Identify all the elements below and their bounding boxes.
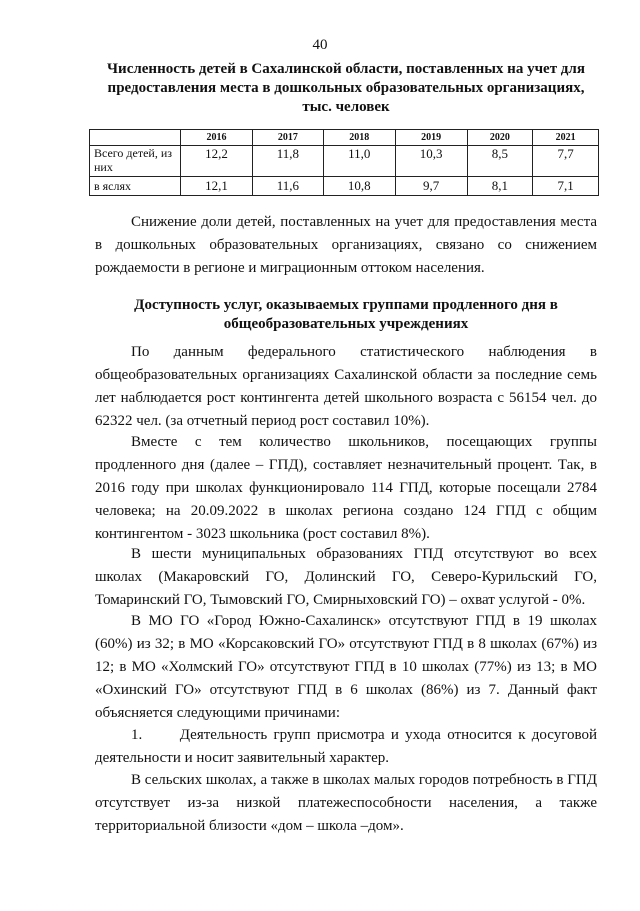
table-cell: 11,0: [323, 146, 395, 177]
page-number: 40: [312, 37, 328, 53]
paragraph: [95, 769, 597, 838]
paragraph: [95, 543, 597, 612]
table-header-cell: 2021: [533, 130, 599, 146]
table-cell: 7,1: [533, 177, 599, 196]
table-header-cell: [90, 130, 181, 146]
numbered-item: [95, 724, 597, 770]
numbered-item-text: [95, 724, 597, 770]
table-header-cell: 2016: [181, 130, 253, 146]
row-label: в яслях: [90, 177, 181, 196]
item-number: 1.: [131, 727, 143, 743]
table-header-cell: 2019: [395, 130, 467, 146]
paragraph: [95, 211, 597, 280]
table-cell: 7,7: [533, 146, 599, 177]
table-cell: 10,3: [395, 146, 467, 177]
table-row: [90, 146, 599, 177]
paragraph-text: Вместе с тем количество школьников, посещающих группы продленного дня (далее – ГПД), составляет незначительный процент. Так, в 2016 году при школах функционировало 114 ГПД, которые посещали 2784 человека; на 20.09.2022 в школах региона создано 124 ГПД с общим контингентом - 3023 школьника (рост составил 8%).: [95, 434, 597, 542]
paragraph-text: Снижение доли детей, поставленных на учет для предоставления места в дошкольных образовательных организациях, связано со снижением рождаемости в регионе и миграционным оттоком населения.: [95, 214, 597, 276]
table-title: Численность детей в Сахалинской области, поставленных на учет для предоставления места в дошкольных образовательных организациях, тыс. человек: [107, 61, 585, 115]
paragraph-text: В МО ГО «Город Южно-Сахалинск» отсутствуют ГПД в 19 школах (60%) из 32; в МО «Корсаковский ГО» отсутствуют ГПД в 8 школах (67%) из 12; в МО «Холмский ГО» отсутствуют ГПД в 10 школах (77%) из 13; в МО «Охинский ГО» отсутствуют ГПД в 6 школах (86%) из 7. Данный факт объясняется следующими причинами:: [95, 613, 597, 721]
paragraph-text: В шести муниципальных образованиях ГПД отсутствуют во всех школах (Макаровский ГО, Долинский ГО, Северо-Курильский ГО, Томаринский ГО, Тымовский ГО, Смирныховский ГО) – охват услугой - 0%.: [95, 546, 597, 608]
table-cell: 8,1: [467, 177, 533, 196]
item-text: Деятельность групп присмотра и ухода относится к досуговой деятельности и носит заявительный характер.: [95, 727, 597, 766]
table-cell: 10,8: [323, 177, 395, 196]
paragraph-text: По данным федерального статистического наблюдения в общеобразовательных организациях Сахалинской области за последние семь лет наблюдается рост контингента детей школьного возраста с 56154 чел. до 62322 чел. (за отчетный период рост составил 10%).: [95, 344, 597, 429]
table-row: [90, 177, 599, 196]
table-header-row: [90, 130, 599, 146]
table-cell: 11,6: [252, 177, 323, 196]
table-cell: 11,8: [252, 146, 323, 177]
paragraph: [95, 341, 597, 433]
table-cell: 12,1: [181, 177, 253, 196]
paragraph-text: В сельских школах, а также в школах малых городов потребность в ГПД отсутствует из-за низкой платежеспособности населения, а также территориальной близости «дом – школа –дом».: [95, 772, 597, 834]
paragraph: [95, 610, 597, 725]
paragraph: [95, 431, 597, 546]
row-label: Всего детей, из них: [90, 146, 181, 177]
table-cell: 9,7: [395, 177, 467, 196]
table-cell: 12,2: [181, 146, 253, 177]
table-header-cell: 2018: [323, 130, 395, 146]
table-header-cell: 2020: [467, 130, 533, 146]
section-title: Доступность услуг, оказываемых группами продленного дня в общеобразовательных учреждениях: [134, 297, 558, 332]
statistics-table: [89, 129, 599, 196]
table-header-cell: 2017: [252, 130, 323, 146]
table-cell: 8,5: [467, 146, 533, 177]
